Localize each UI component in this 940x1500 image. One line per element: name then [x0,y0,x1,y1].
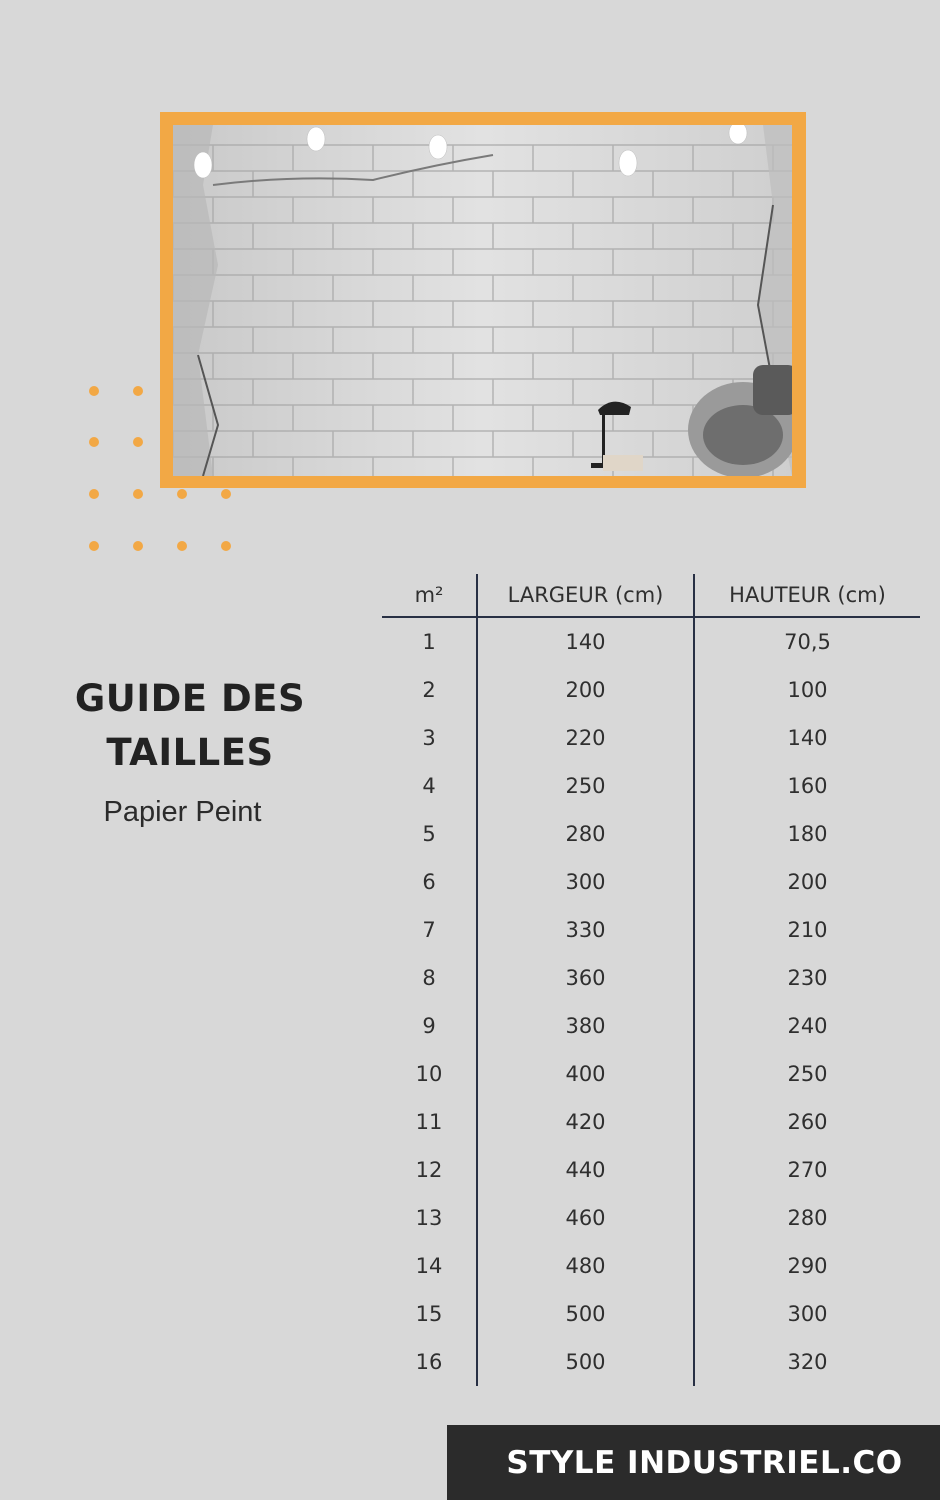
cell-width: 300 [478,858,695,906]
cell-height: 240 [787,1014,828,1038]
page-subtitle: Papier Peint [103,796,262,828]
cell-area: 1 [382,618,478,666]
cell-area: 6 [382,858,478,906]
header-height: HAUTEUR (cm) [729,583,886,607]
cell-height: 210 [787,918,828,942]
brick-wall-photo [173,125,792,476]
table-row [382,1194,920,1242]
cell-area: 2 [382,666,478,714]
table-row [382,1146,920,1194]
cell-height: 290 [787,1254,828,1278]
hero-image-frame [160,112,806,488]
cell-height: 270 [787,1158,828,1182]
cell-width: 460 [478,1194,695,1242]
cell-width: 280 [478,810,695,858]
cell-height: 70,5 [784,630,831,654]
cell-height: 260 [787,1110,828,1134]
cell-width: 480 [478,1242,695,1290]
table-row [382,954,920,1002]
cell-width: 420 [478,1098,695,1146]
cell-area: 11 [382,1098,478,1146]
cell-width: 380 [478,1002,695,1050]
cell-height: 160 [787,774,828,798]
cell-area: 15 [382,1290,478,1338]
cell-area: 16 [382,1338,478,1386]
table-row [382,1242,920,1290]
page-title: GUIDE DES TAILLES [74,677,306,774]
cell-area: 7 [382,906,478,954]
table-row [382,1050,920,1098]
cell-width: 250 [478,762,695,810]
table-row [382,1002,920,1050]
table-row [382,618,920,666]
cell-width: 360 [478,954,695,1002]
table-row [382,714,920,762]
cell-height: 100 [787,678,828,702]
table-row [382,666,920,714]
cell-height: 180 [787,822,828,846]
cell-width: 140 [478,618,695,666]
table-row [382,858,920,906]
cell-area: 9 [382,1002,478,1050]
table-row [382,906,920,954]
header-width: LARGEUR (cm) [478,574,695,616]
header-area: m² [382,574,478,616]
cell-height: 300 [787,1302,828,1326]
cell-area: 14 [382,1242,478,1290]
cell-area: 13 [382,1194,478,1242]
brand-footer [447,1425,940,1500]
brand-name: STYLE INDUSTRIEL.CO [506,1444,903,1481]
cell-height: 200 [787,870,828,894]
table-row [382,762,920,810]
table-header [382,574,920,618]
cell-width: 330 [478,906,695,954]
cell-height: 230 [787,966,828,990]
cell-height: 250 [787,1062,828,1086]
size-table [382,574,920,1392]
cell-height: 140 [787,726,828,750]
cell-width: 200 [478,666,695,714]
cell-width: 500 [478,1338,695,1386]
cell-area: 5 [382,810,478,858]
cell-width: 440 [478,1146,695,1194]
table-row [382,1338,920,1386]
table-body [382,618,920,1392]
cell-height: 320 [787,1350,828,1374]
cell-width: 500 [478,1290,695,1338]
cell-area: 8 [382,954,478,1002]
cell-width: 220 [478,714,695,762]
cell-height: 280 [787,1206,828,1230]
cell-width: 400 [478,1050,695,1098]
table-row [382,1290,920,1338]
cell-area: 3 [382,714,478,762]
table-row [382,1098,920,1146]
cell-area: 4 [382,762,478,810]
cell-area: 12 [382,1146,478,1194]
cell-area: 10 [382,1050,478,1098]
table-row [382,810,920,858]
